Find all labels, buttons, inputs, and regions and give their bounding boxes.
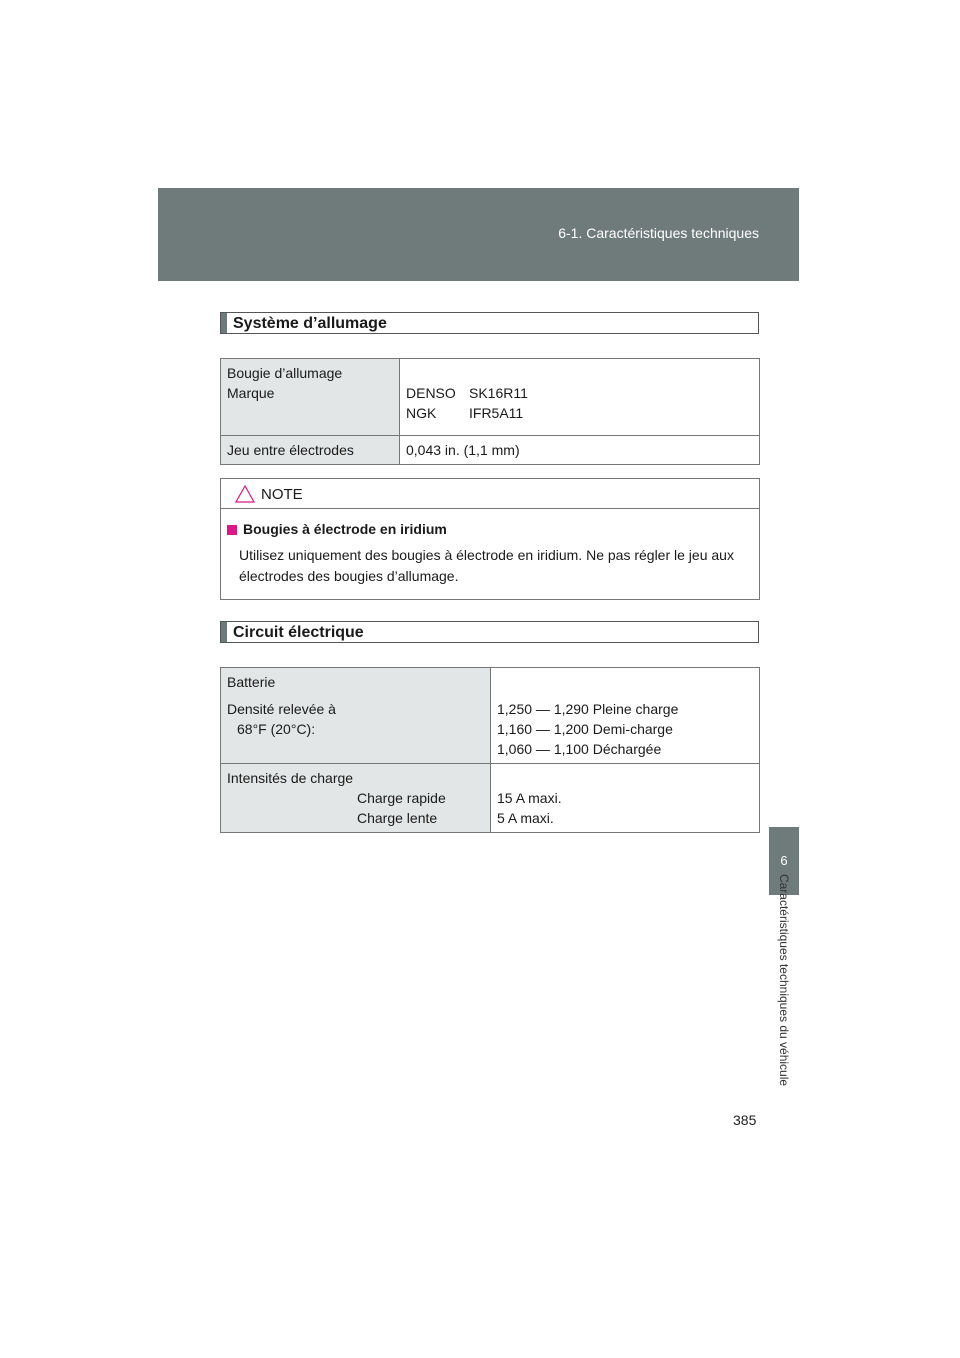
warning-icon: [235, 485, 255, 503]
brand-ref: SK16R11: [469, 385, 528, 401]
note-title: NOTE: [261, 486, 303, 503]
table-value-cell: [491, 764, 760, 833]
table-row: [221, 668, 760, 764]
label-text: Intensités de charge: [227, 770, 354, 786]
value-line: 15 A maxi.: [497, 790, 562, 806]
table-row: [221, 764, 760, 833]
table-label-cell: Jeu entre électrodes: [221, 436, 400, 465]
brand-ref: IFR5A11: [469, 405, 524, 421]
section-title-text: Système d’allumage: [233, 315, 387, 332]
chapter-side-label: Caractéristiques techniques du véhicule: [777, 873, 791, 1087]
note-body: Utilisez uniquement des bougies à électrode en iridium. Ne pas régler le jeu aux électrodes des bougies d’allumage.: [239, 547, 734, 584]
table-label-cell: [221, 668, 491, 764]
label-text: Charge lente: [357, 810, 438, 826]
label-text: Marque: [227, 385, 275, 401]
table-label-cell: [221, 359, 400, 436]
table-label-cell: [221, 764, 491, 833]
table-value-cell: [400, 359, 760, 436]
table-value-cell: 0,043 in. (1,1 mm): [400, 436, 760, 465]
value-line: 1,250 — 1,290 Pleine charge: [497, 701, 679, 717]
table-row: [221, 436, 760, 465]
brand-name: NGK: [406, 405, 437, 421]
chapter-tab: 6: [769, 827, 799, 895]
note-subtitle: [227, 521, 447, 537]
brand-name: DENSO: [406, 385, 456, 401]
table-row: [221, 359, 760, 436]
label-text: Batterie: [227, 674, 276, 690]
electrical-table: [220, 667, 760, 833]
label-text: Densité relevée à: [227, 701, 336, 717]
note-box: [220, 478, 760, 600]
value-line: 1,060 — 1,100 Déchargée: [497, 741, 662, 757]
header-band: [158, 188, 799, 281]
value-line: 1,160 — 1,200 Demi-charge: [497, 721, 673, 737]
section-title-allumage: [220, 312, 759, 334]
section-marker: [221, 313, 227, 333]
table-value-cell: [491, 668, 760, 764]
label-text: Charge rapide: [357, 790, 446, 806]
section-title-electrique: [220, 621, 759, 643]
value-line: 5 A maxi.: [497, 810, 554, 826]
note-header: [221, 479, 759, 509]
label-text: 68°F (20°C):: [237, 721, 316, 737]
section-title-text: Circuit électrique: [233, 624, 364, 641]
page-number: 385: [733, 1112, 757, 1128]
square-bullet-icon: [227, 525, 237, 535]
ignition-table: [220, 358, 760, 465]
brand-row: [406, 383, 753, 403]
note-subtitle-text: Bougies à électrode en iridium: [243, 521, 447, 537]
chapter-title: 6-1. Caractéristiques techniques: [558, 225, 759, 241]
label-text: Bougie d’allumage: [227, 365, 343, 381]
brand-row: [406, 403, 753, 423]
section-marker: [221, 622, 227, 642]
